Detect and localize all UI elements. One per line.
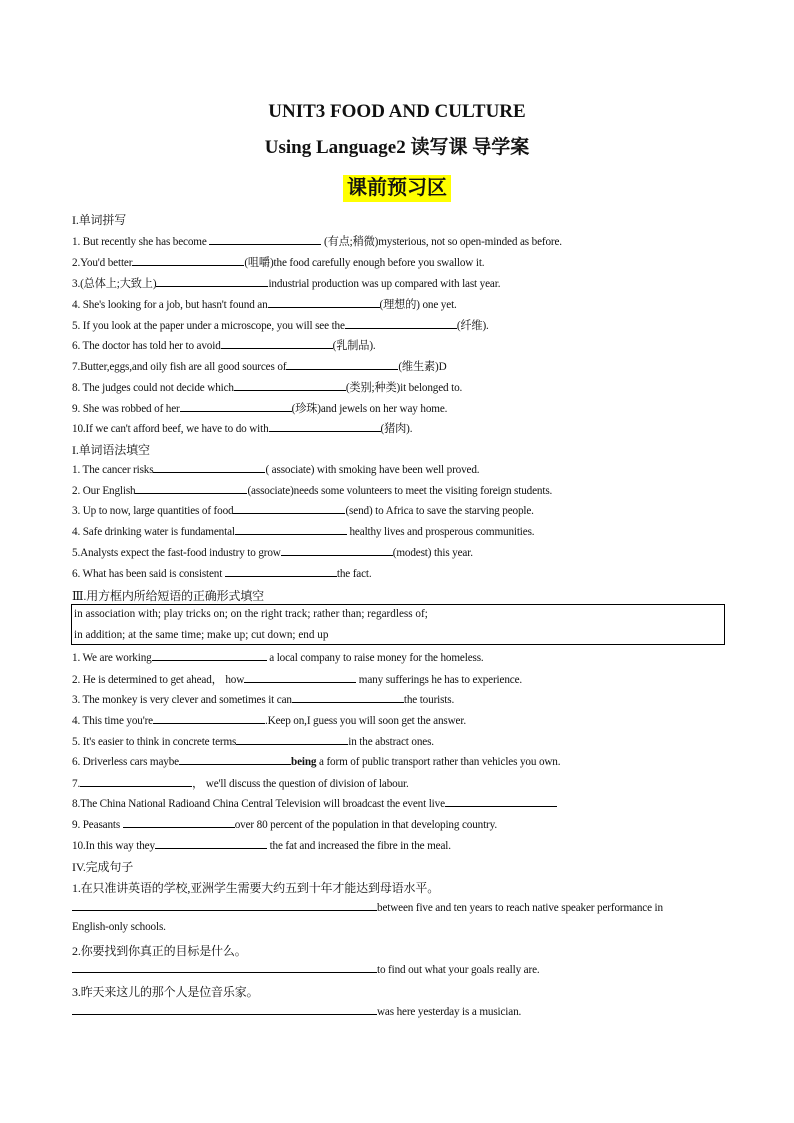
phrase-box-line-2: in addition; at the same time; make up; cut down; end up xyxy=(74,629,329,641)
phrase-box-line-1: in association with; play tricks on; on the right track; rather than; regardless of; xyxy=(74,608,428,620)
s4-question-1: 1.在只准讲英语的学校,亚洲学生需要大约五到十年才能达到母语水平。 xyxy=(72,881,440,895)
s3-item-5: 5. It's easier to think in concrete terms in the abstract ones. xyxy=(72,736,434,748)
s1-item-4: 4. She's looking for a job, but hasn't found an (理想的) one yet. xyxy=(72,299,457,311)
s3-item-4: 4. This time you're .Keep on,I guess you will soon get the answer. xyxy=(72,715,466,727)
bold-word-being: being xyxy=(291,756,317,768)
s2-item-4: 4. Safe drinking water is fundamental healthy lives and prosperous communities. xyxy=(72,526,535,538)
s1-item-5: 5. If you look at the paper under a microscope, you will see the (纤维). xyxy=(72,320,489,332)
s1-item-10: 10.If we can't afford beef, we have to do with (猪肉). xyxy=(72,423,413,435)
s1-item-9: 9. She was robbed of her (珍珠)and jewels on her way home. xyxy=(72,403,448,415)
s3-item-9: 9. Peasants over 80 percent of the population in that developing country. xyxy=(72,819,497,831)
s1-item-8: 8. The judges could not decide which (类别;种类)it belonged to. xyxy=(72,382,463,394)
s2-item-3: 3. Up to now, large quantities of food (send) to Africa to save the starving people. xyxy=(72,505,534,517)
s2-item-6: 6. What has been said is consistent the fact. xyxy=(72,568,372,580)
phrase-box xyxy=(71,604,725,645)
s3-item-1: 1. We are working a local company to raise money for the homeless. xyxy=(72,652,484,664)
s3-item-6: 6. Driverless cars maybe being a form of public transport rather than vehicles you own. xyxy=(72,756,561,768)
s4-question-3: 3.昨天来这儿的那个人是位音乐家。 xyxy=(72,985,259,999)
s1-item-7: 7.Butter,eggs,and oily fish are all good sources of (维生素)D xyxy=(72,361,447,373)
s4-answer-1-cont: English-only schools. xyxy=(72,921,166,933)
s1-item-6: 6. The doctor has told her to avoid (乳制品). xyxy=(72,340,376,352)
s1-item-3: 3.(总体上;大致上) industrial production was up compared with last year. xyxy=(72,278,501,290)
unit-title: UNIT3 FOOD AND CULTURE xyxy=(268,101,526,122)
section-4-heading: IV.完成句子 xyxy=(72,860,134,874)
section-2-heading: I.单词语法填空 xyxy=(72,443,150,457)
s4-answer-1: between five and ten years to reach native speaker performance in xyxy=(72,900,663,914)
s3-item-3: 3. The monkey is very clever and sometimes it can the tourists. xyxy=(72,694,455,706)
s3-item-8: 8.The China National Radioand China Central Television will broadcast the event live xyxy=(72,796,557,810)
s4-answer-3: was here yesterday is a musician. xyxy=(72,1004,521,1018)
preview-banner: 课前预习区 xyxy=(343,175,451,202)
s2-item-2: 2. Our English (associate)needs some volunteers to meet the visiting foreign students. xyxy=(72,485,553,497)
s1-item-2: 2.You'd better (咀嚼)the food carefully enough before you swallow it. xyxy=(72,257,485,269)
s4-question-2: 2.你要找到你真正的目标是什么。 xyxy=(72,944,247,958)
s4-answer-2: to find out what your goals really are. xyxy=(72,962,540,976)
s3-item-7: 7. ， we'll discuss the question of division of labour. xyxy=(72,778,409,790)
s1-item-1: 1. But recently she has become (有点;稍微)mysterious, not so open-minded as before. xyxy=(72,236,562,248)
s2-item-1: 1. The cancer risks ( associate) with smoking have been well proved. xyxy=(72,464,480,476)
s3-item-2: 2. He is determined to get ahead， how many sufferings he has to experience. xyxy=(72,674,523,686)
s2-item-5: 5.Analysts expect the fast-food industry to grow (modest) this year. xyxy=(72,547,473,559)
section-3-heading: Ⅲ.用方框内所给短语的正确形式填空 xyxy=(72,589,265,603)
lesson-title: Using Language2 读写课 导学案 xyxy=(264,137,530,158)
s3-item-10: 10.In this way they the fat and increased the fibre in the meal. xyxy=(72,840,451,852)
section-1-heading: I.单词拼写 xyxy=(72,213,127,227)
